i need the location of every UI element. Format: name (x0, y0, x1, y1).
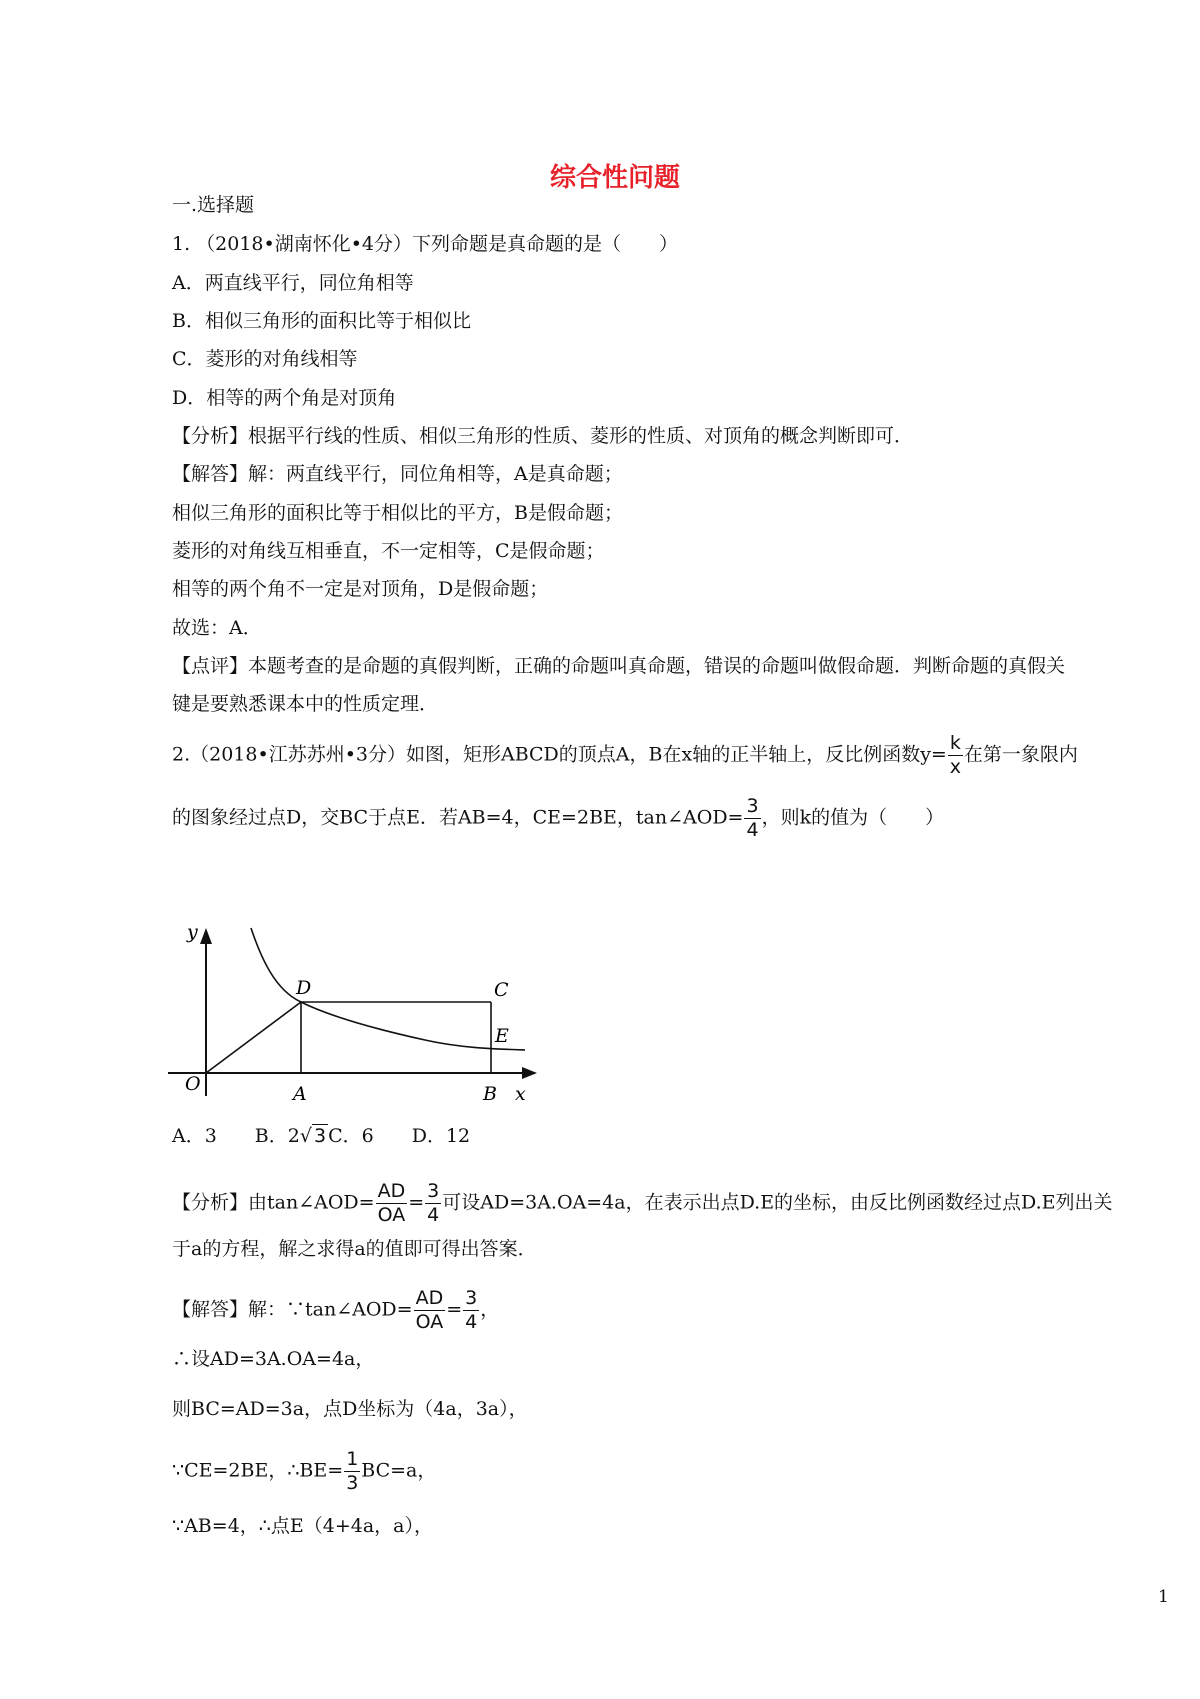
q1-option-c: C．菱形的对角线相等 (172, 348, 358, 370)
fraction-denominator: OA (377, 1204, 406, 1226)
q2-solution-text: 【解答】解：∵tan∠AOD= (172, 1298, 413, 1321)
q1-analysis: 【分析】根据平行线的性质、相似三角形的性质、菱形的性质、对顶角的概念判断即可． (172, 425, 914, 447)
fraction-3-over-4 (744, 797, 760, 840)
q2-solution-text-end: ， (480, 1298, 500, 1321)
fraction-numerator: 3 (427, 1180, 440, 1202)
y-axis-arrow (200, 928, 212, 944)
q2-stem-line2-text: 的图象经过点D，交BC于点E．若AB=4，CE=2BE，tan∠AOD= (172, 806, 744, 829)
fraction-denominator: 4 (427, 1204, 440, 1226)
q2-solution-text-end: BC=a， (361, 1459, 437, 1482)
x-axis-arrow (522, 1067, 537, 1079)
q1-comment: 【点评】本题考查的是命题的真假判断，正确的命题叫真命题，错误的命题叫做假命题．判断命题的真假关 (172, 655, 1066, 677)
fraction-numerator: k (949, 732, 961, 754)
label-o: O (185, 1073, 201, 1095)
q2-stem (172, 734, 1078, 777)
segment-od (206, 1002, 301, 1073)
equals-sign: = (446, 1298, 463, 1321)
q2-figure (165, 918, 545, 1108)
fraction-denominator: OA (415, 1311, 444, 1333)
q2-solution-line: 则BC=AD=3a，点D坐标为（4a，3a）， (172, 1398, 528, 1420)
q2-solution-text: ∵CE=2BE，∴BE= (172, 1459, 344, 1482)
q1-solution-line: 菱形的对角线互相垂直，不一定相等，C是假命题； (172, 540, 605, 562)
label-c: C (494, 979, 509, 1001)
q2-options-text: A．3 B．2 (172, 1125, 300, 1147)
q1-solution-line: 相等的两个角不一定是对顶角，D是假命题； (172, 578, 549, 600)
page-number: 1 (1158, 1587, 1169, 1607)
label-e: E (495, 1025, 509, 1047)
q2-solution (172, 1289, 499, 1332)
q2-analysis-text: 【分析】由tan∠AOD= (172, 1191, 375, 1214)
q1-solution-line: 相似三角形的面积比等于相似比的平方，B是假命题； (172, 502, 623, 524)
q2-solution-line: ∴设AD=3A.OA=4a， (172, 1348, 375, 1370)
fraction-denominator: 3 (346, 1472, 359, 1494)
fraction-numerator: AD (415, 1287, 444, 1309)
q1-option-d: D．相等的两个角是对顶角 (172, 387, 397, 409)
q2-options-text-end: C．6 D．12 (328, 1125, 471, 1147)
label-y: y (187, 921, 198, 943)
q2-stem-line2 (172, 797, 944, 840)
sqrt-radicand: 3 (313, 1125, 327, 1147)
section-heading: 一.选择题 (172, 194, 255, 216)
q1-solution-line: 【解答】解：两直线平行，同位角相等，A是真命题； (172, 463, 623, 485)
q2-analysis-text-end: 可设AD=3A.OA=4a，在表示出点D.E的坐标，由反比例函数经过点D.E列出关 (442, 1191, 1113, 1214)
q2-solution-line: ∵AB=4，∴点E（4+4a，a）， (172, 1515, 433, 1537)
label-b: B (483, 1083, 497, 1105)
q2-analysis (172, 1182, 1113, 1225)
fraction-ad-over-oa (414, 1289, 446, 1332)
fraction-3-over-4 (463, 1289, 479, 1332)
fraction-numerator: 1 (346, 1448, 359, 1470)
q2-stem-line2-end: ，则k的值为（ ） (761, 806, 945, 829)
fraction-numerator: 3 (746, 795, 759, 817)
fraction-3-over-4 (425, 1182, 441, 1225)
equals-sign: = (408, 1191, 425, 1214)
fraction-numerator: AD (377, 1180, 406, 1202)
q1-solution-line: 故选：A． (172, 617, 262, 639)
q2-solution-line (172, 1450, 436, 1493)
q1-option-b: B．相似三角形的面积比等于相似比 (172, 310, 471, 332)
fraction-denominator: 4 (465, 1311, 478, 1333)
q2-stem-text: 2.（2018•江苏苏州•3分）如图，矩形ABCD的顶点A，B在x轴的正半轴上，反比例函数y= (172, 743, 947, 766)
sqrt-3: √ 3 (299, 1125, 327, 1147)
page-title: 综合性问题 (549, 163, 680, 193)
q1-option-a: A．两直线平行，同位角相等 (172, 272, 414, 294)
label-d: D (296, 977, 312, 999)
q1-stem: 1. （2018•湖南怀化•4分）下列命题是真命题的是（ ） (172, 233, 679, 255)
fraction-ad-over-oa (376, 1182, 408, 1225)
q1-comment-cont: 键是要熟悉课本中的性质定理． (172, 693, 439, 715)
fraction-1-over-3 (344, 1450, 360, 1493)
label-a: A (293, 1083, 307, 1105)
q2-analysis-cont: 于a的方程，解之求得a的值即可得出答案． (172, 1238, 537, 1260)
q2-options (172, 1124, 470, 1148)
fraction-denominator: x (949, 756, 961, 778)
label-x: x (515, 1083, 526, 1105)
fraction-numerator: 3 (465, 1287, 478, 1309)
hyperbola-curve (251, 928, 525, 1050)
q2-stem-text-end: 在第一象限内 (963, 743, 1078, 766)
fraction-denominator: 4 (746, 819, 759, 841)
fraction-k-over-x (948, 734, 963, 777)
